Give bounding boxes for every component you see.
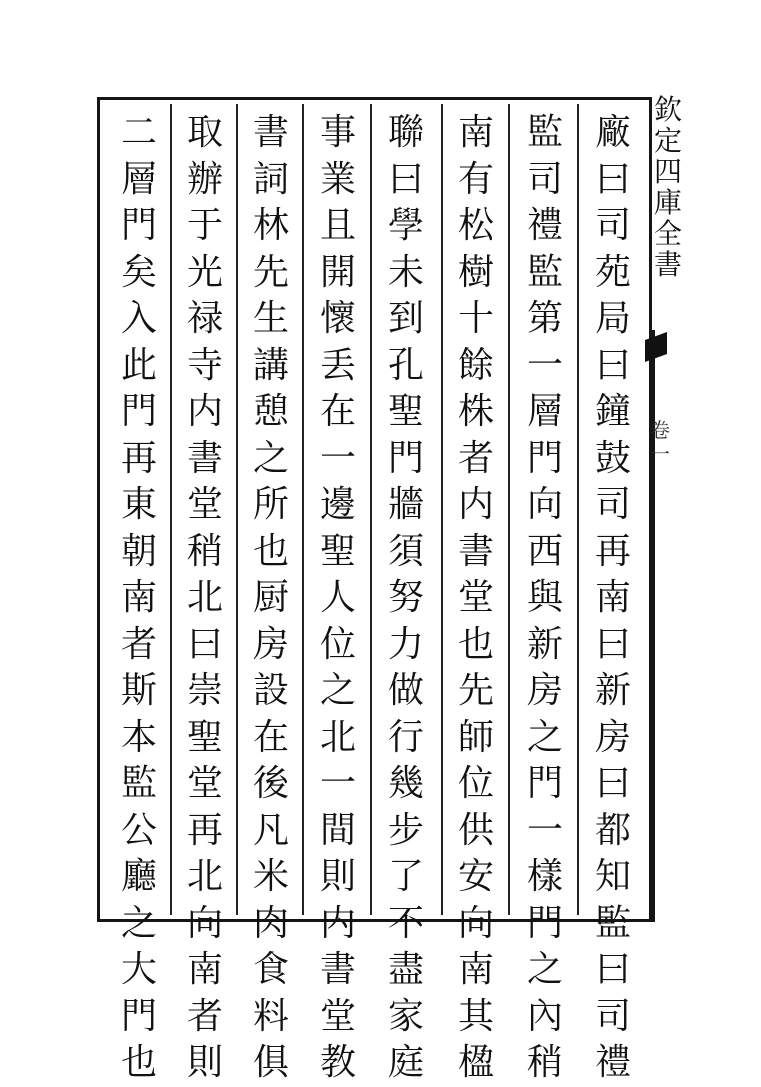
glyph: 層 [526,391,563,432]
glyph: 樣 [526,856,563,897]
glyph: 供 [457,809,494,851]
text-column-2 [520,110,570,1083]
glyph: 憩 [252,391,289,432]
glyph: 之 [252,437,289,479]
glyph: 不 [387,902,424,944]
glyph: 門 [120,205,157,246]
glyph: 先 [252,251,289,293]
glyph: 一 [526,809,563,851]
column-rule [577,104,579,915]
glyph: 生 [252,298,289,339]
glyph: 此 [120,344,157,386]
glyph: 設 [252,670,289,711]
text-column-1 [588,110,638,1083]
glyph: 也 [120,1042,157,1083]
glyph: 光 [186,251,223,293]
glyph: 書 [186,437,223,479]
glyph: 事 [319,112,356,153]
glyph: 房 [252,623,289,665]
glyph: 稍 [526,1042,563,1083]
title-glyph: 定 [653,124,682,157]
glyph: 再 [186,809,223,851]
glyph: 者 [457,437,494,479]
glyph: 講 [252,344,289,386]
glyph: 餘 [457,344,494,386]
glyph: 在 [319,391,356,432]
glyph: 十 [457,298,494,339]
glyph: 人 [319,577,356,618]
glyph: 知 [594,856,631,897]
glyph: 内 [457,484,494,525]
glyph: 業 [319,158,356,200]
column-rule [508,104,510,915]
text-column-3 [451,110,501,1083]
glyph: 曰 [594,158,631,200]
glyph: 都 [594,809,631,851]
glyph: 林 [252,205,289,246]
glyph: 内 [319,902,356,944]
text-column-4 [381,110,431,1083]
column-rule [370,104,372,915]
glyph: 庭 [387,1042,424,1083]
glyph: 司 [594,995,631,1037]
glyph: 堂 [457,577,494,618]
glyph: 曰 [594,763,631,804]
glyph: 西 [526,530,563,572]
glyph: 門 [526,763,563,804]
glyph: 到 [387,298,424,339]
glyph: 書 [319,949,356,990]
glyph: 了 [387,856,424,897]
glyph: 公 [120,809,157,851]
glyph: 後 [252,763,289,804]
glyph: 堂 [186,484,223,525]
glyph: 者 [120,623,157,665]
glyph: 南 [186,949,223,990]
glyph: 食 [252,949,289,990]
glyph: 先 [457,670,494,711]
glyph: 内 [186,391,223,432]
glyph: 辦 [186,158,223,200]
glyph: 南 [457,112,494,153]
glyph: 廳 [120,856,157,897]
glyph: 門 [120,391,157,432]
glyph: 矣 [120,251,157,293]
glyph: 師 [457,716,494,758]
glyph: 曰 [594,949,631,990]
glyph: 楹 [457,1042,494,1083]
volume-glyph: 一 [650,442,670,466]
glyph: 開 [319,251,356,293]
title-glyph: 四 [653,155,682,188]
glyph: 禮 [526,205,563,246]
glyph: 學 [387,205,424,246]
glyph: 肉 [252,902,289,944]
glyph: 局 [594,298,631,339]
glyph: 苑 [594,251,631,293]
glyph: 步 [387,809,424,851]
glyph: 曰 [387,158,424,200]
glyph: 曰 [186,623,223,665]
glyph: 行 [387,716,424,758]
glyph: 新 [526,623,563,665]
glyph: 再 [594,530,631,572]
glyph: 鐘 [594,391,631,432]
column-rule [441,104,443,915]
glyph: 向 [186,902,223,944]
glyph: 未 [387,251,424,293]
glyph: 取 [186,112,223,153]
glyph: 斯 [120,670,157,711]
text-column-6 [246,110,296,1083]
title-glyph: 全 [653,217,682,250]
glyph: 也 [457,623,494,665]
glyph: 位 [457,763,494,804]
glyph: 再 [120,437,157,479]
glyph: 堂 [186,763,223,804]
glyph: 懷 [319,298,356,339]
glyph: 間 [319,809,356,851]
title-glyph: 書 [653,248,682,281]
glyph: 鼓 [594,437,631,479]
glyph: 在 [252,716,289,758]
glyph: 其 [457,995,494,1037]
glyph: 聯 [387,112,424,153]
glyph: 位 [319,623,356,665]
glyph: 之 [120,902,157,944]
glyph: 牆 [387,484,424,525]
glyph: 且 [319,205,356,246]
title-glyph: 欽 [653,93,682,126]
glyph: 聖 [186,716,223,758]
glyph: 與 [526,577,563,618]
glyph: 料 [252,995,289,1037]
collection-title [652,94,684,280]
column-rule [236,104,238,915]
glyph: 須 [387,530,424,572]
glyph: 聖 [319,530,356,572]
glyph: 一 [319,437,356,479]
glyph: 力 [387,623,424,665]
glyph: 一 [526,344,563,386]
glyph: 丢 [319,344,356,386]
glyph: 南 [594,577,631,618]
glyph: 門 [387,437,424,479]
glyph: 則 [319,856,356,897]
glyph: 聖 [387,391,424,432]
glyph: 書 [457,530,494,572]
glyph: 幾 [387,763,424,804]
glyph: 邊 [319,484,356,525]
glyph: 米 [252,856,289,897]
glyph: 監 [594,902,631,944]
glyph: 內 [526,995,563,1037]
title-glyph: 庫 [653,186,682,219]
glyph: 監 [526,112,563,153]
glyph: 南 [120,577,157,618]
column-rule [302,104,304,915]
glyph: 崇 [186,670,223,711]
glyph: 凡 [252,809,289,851]
glyph: 株 [457,391,494,432]
glyph: 家 [387,995,424,1037]
glyph: 門 [120,995,157,1037]
glyph: 厨 [252,577,289,618]
glyph: 廠 [594,112,631,153]
text-column-5 [313,110,363,1083]
glyph: 松 [457,205,494,246]
glyph: 第 [526,298,563,339]
glyph: 入 [120,298,157,339]
text-column-8 [114,110,164,1083]
glyph: 禄 [186,298,223,339]
glyph: 盡 [387,949,424,990]
glyph: 詞 [252,158,289,200]
glyph: 司 [594,205,631,246]
glyph: 本 [120,716,157,758]
glyph: 孔 [387,344,424,386]
glyph: 于 [186,205,223,246]
glyph: 所 [252,484,289,525]
volume-glyph: 卷 [650,418,670,442]
glyph: 朝 [120,530,157,572]
glyph: 者 [186,995,223,1037]
glyph: 稍 [186,530,223,572]
glyph: 俱 [252,1042,289,1083]
glyph: 教 [319,1042,356,1083]
glyph: 北 [319,716,356,758]
glyph: 門 [526,902,563,944]
glyph: 門 [526,437,563,479]
glyph: 一 [319,763,356,804]
glyph: 司 [594,484,631,525]
glyph: 寺 [186,344,223,386]
glyph: 向 [526,484,563,525]
glyph: 則 [186,1042,223,1083]
glyph: 曰 [594,344,631,386]
glyph: 監 [526,251,563,293]
column-rule [170,104,172,915]
glyph: 北 [186,577,223,618]
glyph: 司 [526,158,563,200]
glyph: 東 [120,484,157,525]
glyph: 書 [252,112,289,153]
text-column-7 [180,110,230,1083]
glyph: 新 [594,670,631,711]
glyph: 層 [120,158,157,200]
glyph: 安 [457,856,494,897]
volume-label [646,418,674,466]
glyph: 之 [526,716,563,758]
glyph: 北 [186,856,223,897]
glyph: 大 [120,949,157,990]
glyph: 曰 [594,623,631,665]
glyph: 之 [526,949,563,990]
glyph: 樹 [457,251,494,293]
glyph: 之 [319,670,356,711]
glyph: 禮 [594,1042,631,1083]
glyph: 二 [120,112,157,153]
glyph: 向 [457,902,494,944]
glyph: 也 [252,530,289,572]
glyph: 做 [387,670,424,711]
glyph: 堂 [319,995,356,1037]
glyph: 南 [457,949,494,990]
glyph: 有 [457,158,494,200]
glyph: 房 [594,716,631,758]
glyph: 房 [526,670,563,711]
glyph: 努 [387,577,424,618]
glyph: 監 [120,763,157,804]
